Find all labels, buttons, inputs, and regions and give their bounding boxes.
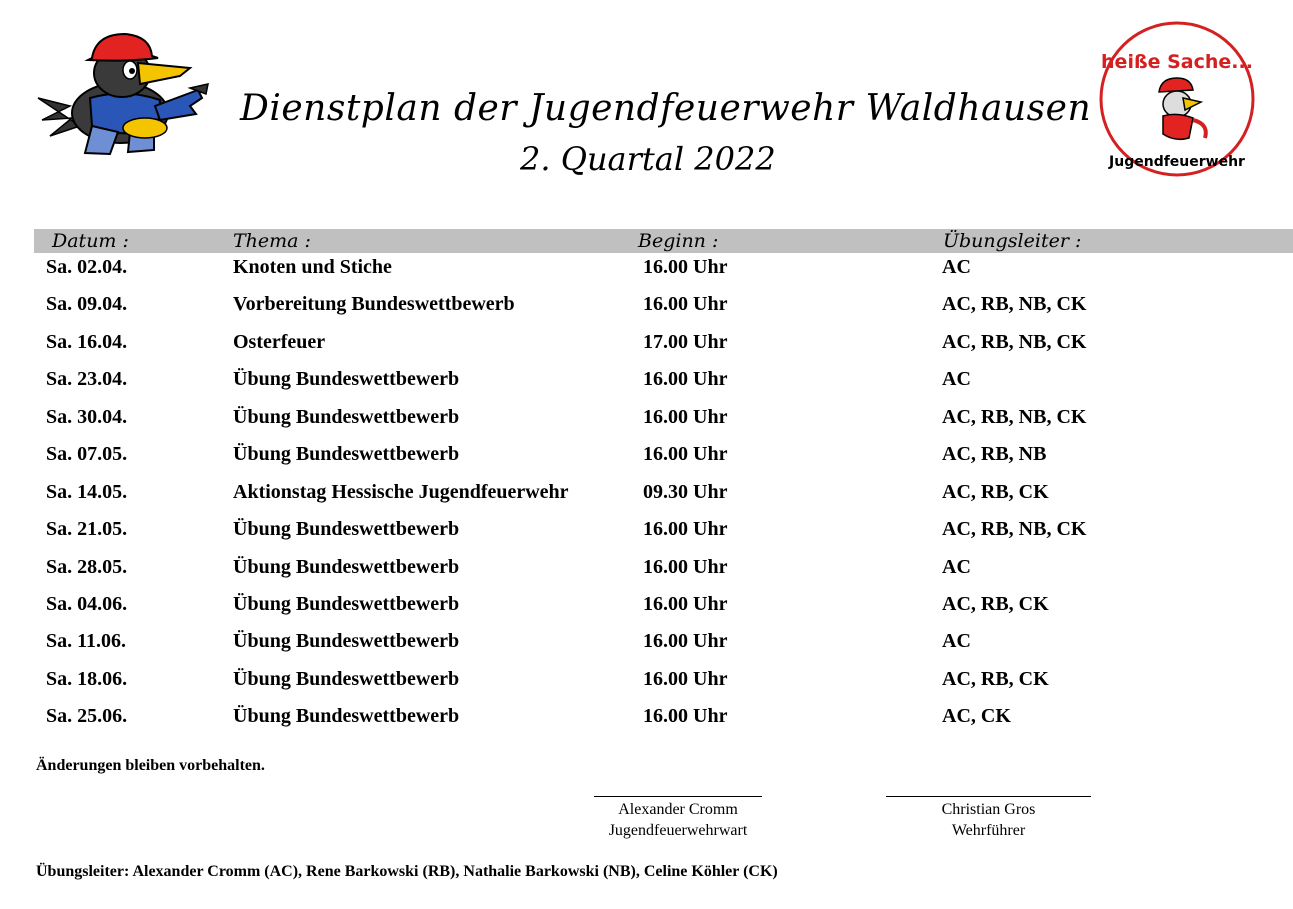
row-topic: Vorbereitung Bundeswettbewerb [233,293,515,315]
page-title: Dienstplan der Jugendfeuerwehr Waldhausen [240,88,1092,129]
row-start: 16.00 Uhr [643,630,728,652]
row-leaders: AC, RB, CK [942,668,1049,690]
row-start: 16.00 Uhr [643,518,728,540]
signature-block-1 [594,796,762,841]
row-topic: Übung Bundeswettbewerb [233,593,460,615]
row-date: Sa. 04.06. [46,593,128,615]
row-date: Sa. 18.06. [46,668,128,690]
row-start: 16.00 Uhr [643,443,728,465]
table-row [0,477,1293,507]
leaders-legend: Übungsleiter: Alexander Cromm (AC), Rene Barkowski (RB), Nathalie Barkowski (NB), Celine Köhler (CK) [36,863,778,880]
row-topic: Übung Bundeswettbewerb [233,668,460,690]
row-start: 16.00 Uhr [643,668,728,690]
disclaimer-note: Änderungen bleiben vorbehalten. [36,757,265,774]
signature-role: Wehrführer [951,822,1026,839]
table-row [0,701,1293,731]
row-topic: Aktionstag Hessische Jugendfeuerwehr [233,481,569,503]
row-leaders: AC [942,368,971,390]
table-row [0,626,1293,656]
row-date: Sa. 30.04. [46,406,128,428]
row-leaders: AC [942,556,971,578]
signature-role: Jugendfeuerwehrwart [608,822,748,839]
column-header-leaders: Übungsleiter : [943,230,1082,252]
row-start: 16.00 Uhr [643,256,728,278]
row-date: Sa. 21.05. [46,518,128,540]
row-date: Sa. 23.04. [46,368,128,390]
badge-text-top: heiße Sache... [1101,51,1253,73]
signature-line [594,796,762,797]
row-leaders: AC, RB, NB, CK [942,518,1087,540]
signature-name: Alexander Cromm [618,801,738,818]
table-row [0,514,1293,544]
row-topic: Übung Bundeswettbewerb [233,443,460,465]
row-topic: Übung Bundeswettbewerb [233,630,460,652]
column-header-topic: Thema : [233,230,311,252]
row-start: 16.00 Uhr [643,556,728,578]
row-topic: Übung Bundeswettbewerb [233,705,460,727]
column-header-date: Datum : [52,230,129,252]
row-date: Sa. 09.04. [46,293,128,315]
row-start: 16.00 Uhr [643,293,728,315]
row-topic: Übung Bundeswettbewerb [233,406,460,428]
row-leaders: AC [942,630,971,652]
raven-mascot-icon [30,28,215,163]
table-row [0,439,1293,469]
table-row [0,664,1293,694]
signature-line [886,796,1091,797]
row-leaders: AC [942,256,971,278]
signature-block-2 [886,796,1091,841]
row-date: Sa. 07.05. [46,443,128,465]
row-topic: Übung Bundeswettbewerb [233,368,460,390]
row-topic: Osterfeuer [233,331,326,353]
row-topic: Übung Bundeswettbewerb [233,518,460,540]
row-leaders: AC, RB, CK [942,481,1049,503]
row-date: Sa. 14.05. [46,481,128,503]
table-row [0,252,1293,282]
row-start: 09.30 Uhr [643,481,728,503]
row-date: Sa. 25.06. [46,705,128,727]
table-row [0,589,1293,619]
row-start: 16.00 Uhr [643,705,728,727]
table-row [0,327,1293,357]
table-row [0,289,1293,319]
row-date: Sa. 11.06. [46,630,127,652]
jugendfeuerwehr-badge-icon [1097,20,1257,178]
signature-name: Christian Gros [941,801,1036,818]
page-subtitle: 2. Quartal 2022 [520,140,776,178]
row-start: 17.00 Uhr [643,331,728,353]
row-topic: Übung Bundeswettbewerb [233,556,460,578]
row-topic: Knoten und Stiche [233,256,392,278]
table-row [0,402,1293,432]
row-date: Sa. 28.05. [46,556,128,578]
table-row [0,552,1293,582]
table-row [0,364,1293,394]
row-leaders: AC, RB, NB, CK [942,331,1087,353]
row-leaders: AC, RB, NB, CK [942,293,1087,315]
row-start: 16.00 Uhr [643,368,728,390]
row-leaders: AC, RB, NB [942,443,1047,465]
row-leaders: AC, CK [942,705,1011,727]
row-leaders: AC, RB, CK [942,593,1049,615]
column-header-start: Beginn : [638,230,719,252]
badge-text-bottom: Jugendfeuerwehr [1109,154,1245,170]
row-start: 16.00 Uhr [643,593,728,615]
row-start: 16.00 Uhr [643,406,728,428]
row-date: Sa. 16.04. [46,331,128,353]
row-date: Sa. 02.04. [46,256,128,278]
row-leaders: AC, RB, NB, CK [942,406,1087,428]
